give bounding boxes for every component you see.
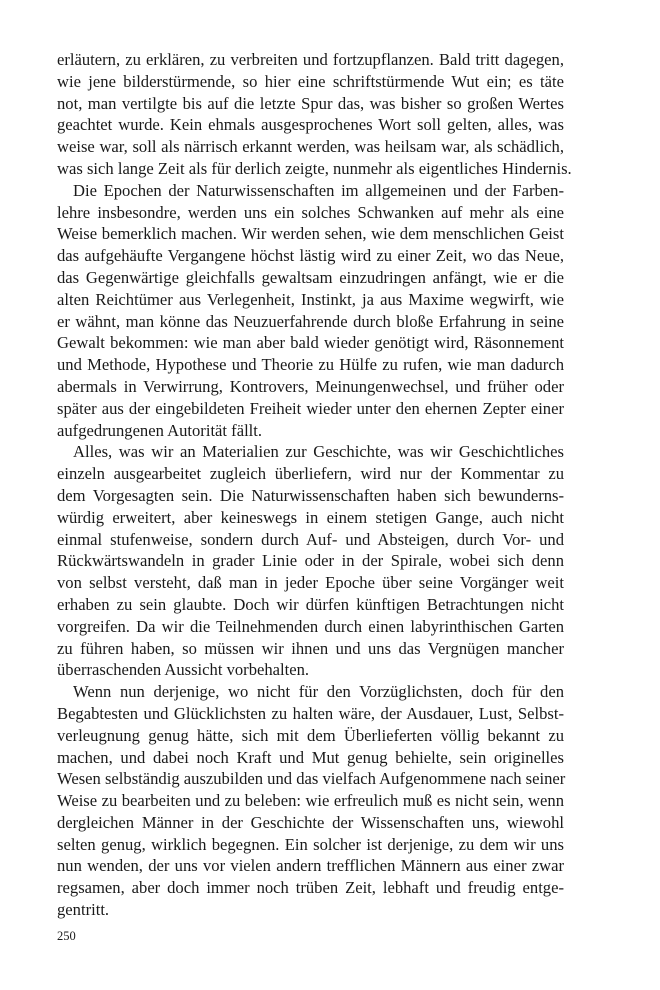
- text-line: wie jene bilderstürmende, so hier eine schriftstürmende Wut ein; es täte: [57, 71, 564, 91]
- text-line: alten Reichtümer aus Verlegenheit, Instinkt, ja aus Maxime wegwirft, wie: [57, 289, 564, 309]
- text-line: und Methode, Hypothese und Theorie zu Hülfe zu rufen, wie man dadurch: [57, 355, 564, 375]
- text-line: vorgreifen. Da wir die Teilnehmenden durch einen labyrinthischen Garten: [57, 616, 564, 636]
- text-line: not, man vertilgte bis auf die letzte Spur das, was bisher so großen Wertes: [57, 93, 564, 113]
- text-line: einzeln ausgearbeitet zugleich überliefern, wird nur der Kommentar zu: [57, 464, 564, 484]
- page-number: 250: [57, 929, 76, 943]
- text-line: das Gegenwärtige gleichfalls gewaltsam einzudringen anfängt, wie er die: [57, 267, 564, 287]
- paragraph: [57, 681, 564, 921]
- text-line: später aus der eingebildeten Freiheit wieder unter den ehernen Zepter einer: [57, 398, 564, 418]
- paragraph: [57, 180, 564, 442]
- text-line: was sich lange Zeit als für derlich zeigte, nunmehr als eigentliches Hindernis.: [57, 158, 572, 178]
- text-line: erläutern, zu erklären, zu verbreiten und fortzupflanzen. Bald tritt dagegen,: [57, 50, 564, 69]
- text-line: abermals in Verwirrung, Kontrovers, Meinungenwechsel, und früher oder: [57, 376, 564, 396]
- text-line: das aufgehäufte Vergangene höchst lästig wird zu einer Zeit, wo das Neue,: [57, 246, 564, 266]
- text-line: nun wenden, der uns vor vielen andern trefflichen Männern aus einer zwar: [57, 856, 564, 876]
- text-line: erhaben zu sein glaubte. Doch wir dürfen künftigen Betrachtungen nicht: [57, 594, 564, 614]
- text-line: zu führen haben, so müssen wir ihnen und uns das Vergnügen mancher: [57, 638, 564, 658]
- text-line: Wenn nun derjenige, wo nicht für den Vorzüglichsten, doch für den: [73, 682, 564, 702]
- text-line: von selbst versteht, daß man in jeder Epoche über seine Vorgänger weit: [57, 573, 564, 593]
- paragraph: [57, 49, 572, 180]
- text-line: dem Vorgesagten sein. Die Naturwissenschaften haben sich bewunderns-: [57, 485, 564, 505]
- text-line: würdig erweitert, aber keineswegs in einem stetigen Gange, auch nicht: [57, 507, 564, 527]
- text-line: regsamen, aber doch immer noch trüben Zeit, lebhaft und freudig entge-: [57, 878, 564, 898]
- text-line: selten genug, wirklich begegnen. Ein solcher ist derjenige, zu dem wir uns: [57, 834, 564, 854]
- text-line: einmal stufenweise, sondern durch Auf- und Absteigen, durch Vor- und: [57, 529, 564, 549]
- text-line: Wesen selbständig auszubilden und das vielfach Aufgenommene nach seiner: [57, 769, 566, 789]
- text-line: Gewalt bekommen: wie man aber bald wieder genötigt wird, Räsonnement: [57, 333, 564, 353]
- text-line: er wähnt, man könne das Neuzuerfahrende durch bloße Erfahrung in seine: [57, 311, 564, 331]
- text-line: machen, und dabei noch Kraft und Mut genug behielte, sein originelles: [57, 747, 564, 767]
- text-line: Begabtesten und Glücklichsten zu halten wäre, der Ausdauer, Lust, Selbst-: [57, 703, 564, 723]
- text-line: überraschenden Aussicht vorbehalten.: [57, 660, 310, 680]
- paragraph: [57, 441, 564, 681]
- text-line: weise war, soll als närrisch erkannt werden, was heilsam war, als schädlich,: [57, 137, 564, 157]
- text-line: Weise zu bearbeiten und zu beleben: wie erfreulich muß es nicht sein, wenn: [57, 791, 564, 811]
- text-line: Alles, was wir an Materialien zur Geschichte, was wir Geschichtliches: [73, 442, 564, 462]
- text-line: Die Epochen der Naturwissenschaften im allgemeinen und der Farben-: [73, 180, 564, 200]
- text-line: gentritt.: [57, 900, 110, 920]
- text-line: geachtet wurde. Kein ehmals ausgesprochenes Wort soll gelten, alles, was: [57, 115, 564, 135]
- text-line: lehre insbesondre, werden uns ein solches Schwanken auf mehr als eine: [57, 202, 564, 222]
- text-line: verleugnung genug hätte, sich mit dem Überlieferten völlig bekannt zu: [57, 725, 564, 745]
- body-text: [57, 49, 572, 921]
- text-line: Weise bemerklich machen. Wir werden sehen, wie dem menschlichen Geist: [57, 224, 564, 244]
- text-line: aufgedrungenen Autorität fällt.: [57, 420, 263, 440]
- text-line: Rückwärtswandeln in grader Linie oder in der Spirale, wobei sich denn: [57, 551, 564, 571]
- text-line: dergleichen Männer in der Geschichte der Wissenschaften uns, wiewohl: [57, 812, 564, 832]
